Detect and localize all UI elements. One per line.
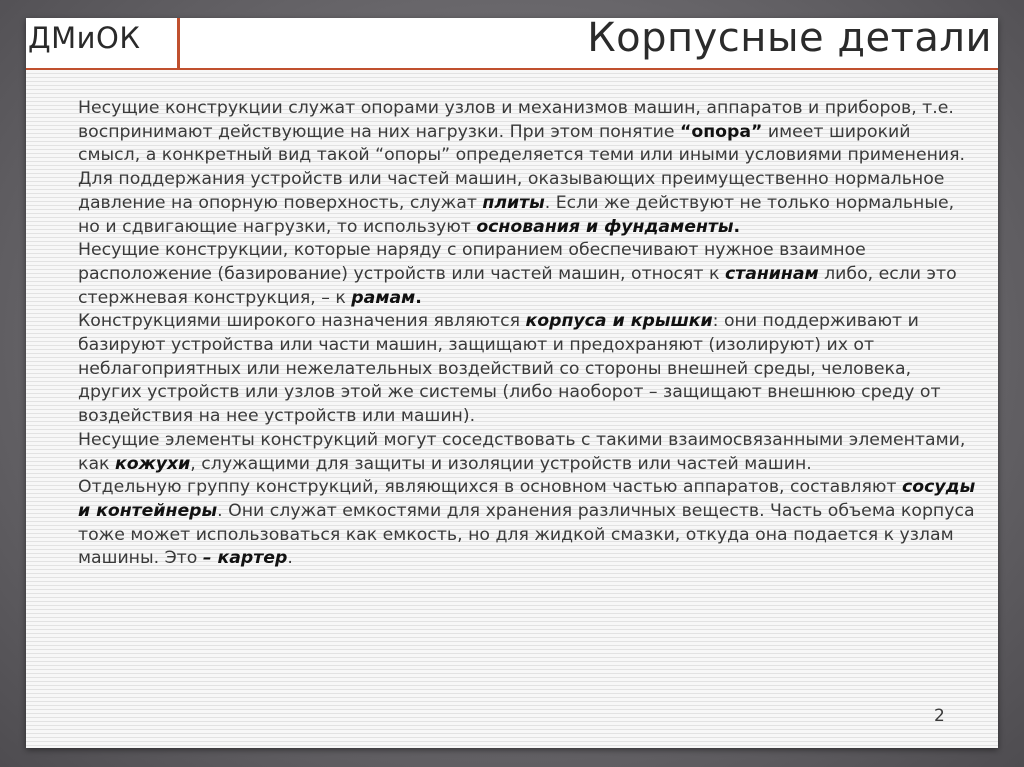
course-abbreviation: ДМиОК xyxy=(28,21,141,55)
page-number: 2 xyxy=(934,706,945,726)
paragraph: Для поддержания устройств или частей машин, оказывающих преимущественно нормальное давление на опорную поверхность, служат плиты. Если же действуют не только нормальные, но и сдвигающие нагрузки, то используют основания и фундаменты. xyxy=(78,169,955,237)
term-highlight: сосуды и контейнеры xyxy=(78,477,976,521)
paragraph: Конструкциями широкого назначения являются корпуса и крышки: они поддерживают и базируют устройства или части машин, защищают и предохраняют (изолируют) их от неблагоприятных или нежелательных воздействий со стороны внешней среды, человека, других устройств или узлов этой же системы (либо наоборот – защищают внешнюю среду от воздействия на нее устройств или машин). xyxy=(78,311,941,427)
header-divider-vertical xyxy=(177,18,180,68)
slide-body xyxy=(78,97,978,571)
term-highlight: кожухи xyxy=(114,453,191,474)
paragraph: Отдельную группу конструкций, являющихся в основном частью аппаратов, составляют сосуды и контейнеры. Они служат емкостями для хранения различных веществ. Часть объема корпуса тоже может использоваться как емкость, но для жидкой смазки, откуда она подается к узлам машины. Это – картер. xyxy=(78,477,976,569)
slide xyxy=(26,15,998,748)
term-highlight: рамам xyxy=(351,287,416,308)
term-highlight: станинам xyxy=(724,263,819,284)
slide-header xyxy=(26,15,998,68)
term-highlight: корпуса и крышки xyxy=(525,311,713,332)
term-highlight: плиты xyxy=(482,192,545,213)
slide-title: Корпусные детали xyxy=(587,15,992,61)
term-highlight: “опора” xyxy=(679,121,763,142)
paragraph: Несущие конструкции служат опорами узлов и механизмов машин, аппаратов и приборов, т.е. воспринимают действующие на них нагрузки. При этом понятие “опора” имеет широкий смысл, а конкретный вид такой “опоры” определяется теми или иными условиями применения. xyxy=(78,98,966,166)
term-highlight: основания и фундаменты xyxy=(476,216,734,237)
header-divider-horizontal xyxy=(26,68,998,70)
term-highlight: – картер xyxy=(202,548,288,569)
paragraph: Несущие элементы конструкций могут соседствовать с такими взаимосвязанными элементами, как кожухи, служащими для защиты и изоляции устройств или частей машин. xyxy=(78,429,966,474)
paragraph: Несущие конструкции, которые наряду с опиранием обеспечивают нужное взаимное расположение (базирование) устройств или частей машин, относят к станинам либо, если это стержневая конструкция, – к рамам. xyxy=(78,240,957,308)
